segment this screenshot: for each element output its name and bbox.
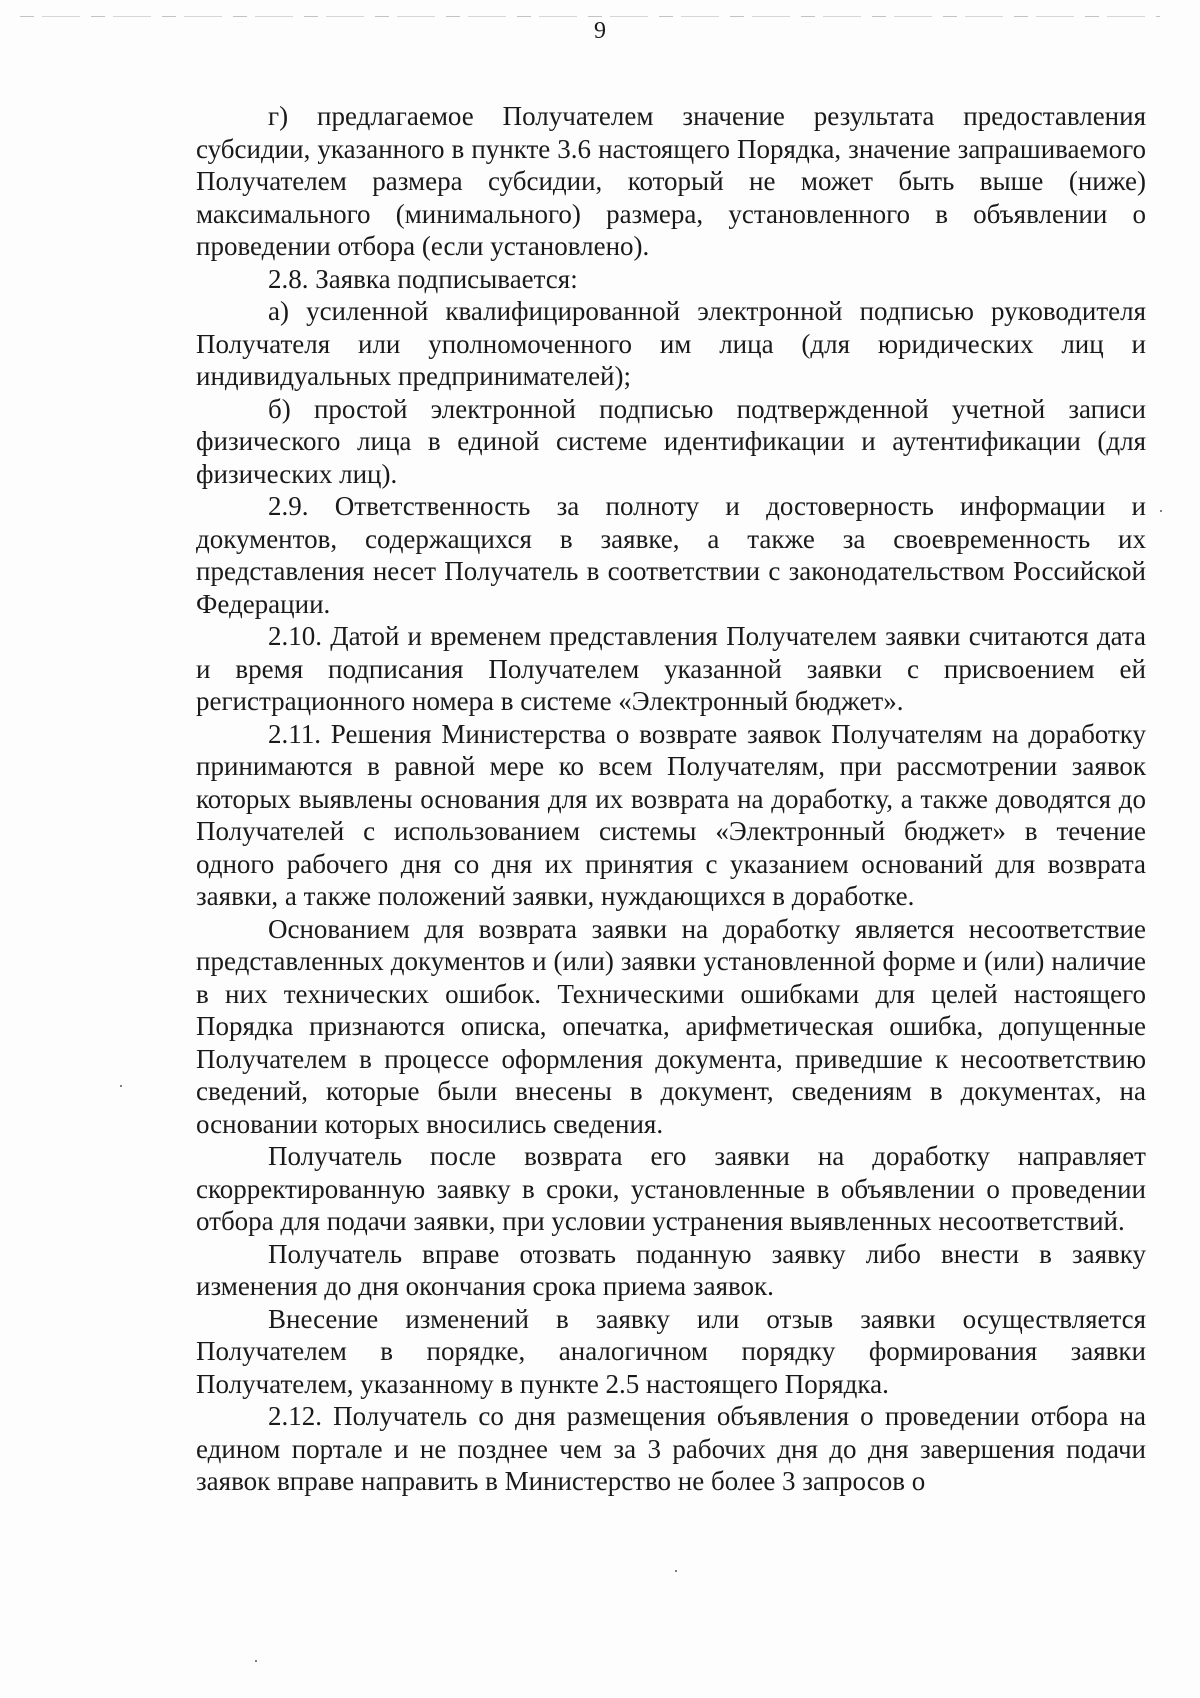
paragraph-changes: Внесение изменений в заявку или отзыв заявки осуществляется Получателем в порядке, аналогичном порядку формирования заявки Получателем, указанному в пункте 2.5 настоящего Порядка. xyxy=(196,1303,1146,1399)
paragraph-2-8: 2.8. Заявка подписывается: xyxy=(268,263,578,294)
scan-speck xyxy=(255,1660,257,1662)
paragraph-2-8-a: а) усиленной квалифицированной электронной подписью руководителя Получателя или уполномоченного им лица (для юридических лиц и индивидуальных предпринимателей); xyxy=(196,296,1146,391)
paragraph-2-12: 2.12. Получатель со дня размещения объявления о проведении отбора на едином портале и не позднее чем за 3 рабочих дня до дня завершения подачи заявок вправе направить в Министерство не более 3 запросов о xyxy=(196,1401,1146,1496)
scan-speck xyxy=(675,1570,677,1572)
paragraph-2-11: 2.11. Решения Министерства о возврате заявок Получателям на доработку принимаются в равной мере ко всем Получателям, при рассмотрении заявок которых выявлены основания для их возврата на доработку, а также доводятся до Получателей с использованием системы «Электронный бюджет» в течение одного рабочего дня со дня их принятия с указанием оснований для возврата заявки, а также положений заявки, нуждающихся в доработке. xyxy=(196,718,1146,911)
page-number: 9 xyxy=(594,18,606,44)
paragraph-withdrawal: Получатель вправе отозвать поданную заявку либо внести в заявку изменения до дня окончания срока приема заявок. xyxy=(196,1238,1146,1301)
paragraph-2-8-b: б) простой электронной подписью подтвержденной учетной записи физического лица в единой системе идентификации и аутентификации (для физических лиц). xyxy=(196,393,1146,489)
scan-speck xyxy=(120,1085,122,1087)
paragraph-g-result: г) предлагаемое Получателем значение результата предоставления субсидии, указанного в пункте 3.6 настоящего Порядка, значение запрашиваемого Получателем размера субсидии, который не может быть выше (ниже) максимального (минимального) размера, установленного в объявлении о проведении отбора (если установлено). xyxy=(196,101,1146,261)
scan-artifact-line xyxy=(20,16,1160,17)
paragraph-2-9: 2.9. Ответственность за полноту и достоверность информации и документов, содержащихся в заявке, а также за своевременность их представления несет Получатель в соответствии с законодательством Российской Федерации. xyxy=(196,491,1146,619)
paragraph-resubmission: Получатель после возврата его заявки на доработку направляет скорректированную заявку в сроки, установленные в объявлении о проведении отбора для подачи заявки, при условии устранения выявленных несоответствий. xyxy=(196,1141,1146,1236)
paragraph-return-grounds: Основанием для возврата заявки на доработку является несоответствие представленных документов и (или) заявки установленной форме и (или) наличие в них технических ошибок. Техническими ошибками для целей настоящего Порядка признаются описка, опечатка, арифметическая ошибка, допущенные Получателем в процессе оформления документа, приведшие к несоответствию сведений, которые были внесены в документ, сведениям в документах, на основании которых вносились сведения. xyxy=(196,913,1146,1139)
scan-speck xyxy=(1160,510,1162,512)
document-body xyxy=(196,100,1146,1498)
paragraph-2-10: 2.10. Датой и временем представления Получателем заявки считаются дата и время подписания Получателем указанной заявки с присвоением ей регистрационного номера в системе «Электронный бюджет». xyxy=(196,621,1146,716)
